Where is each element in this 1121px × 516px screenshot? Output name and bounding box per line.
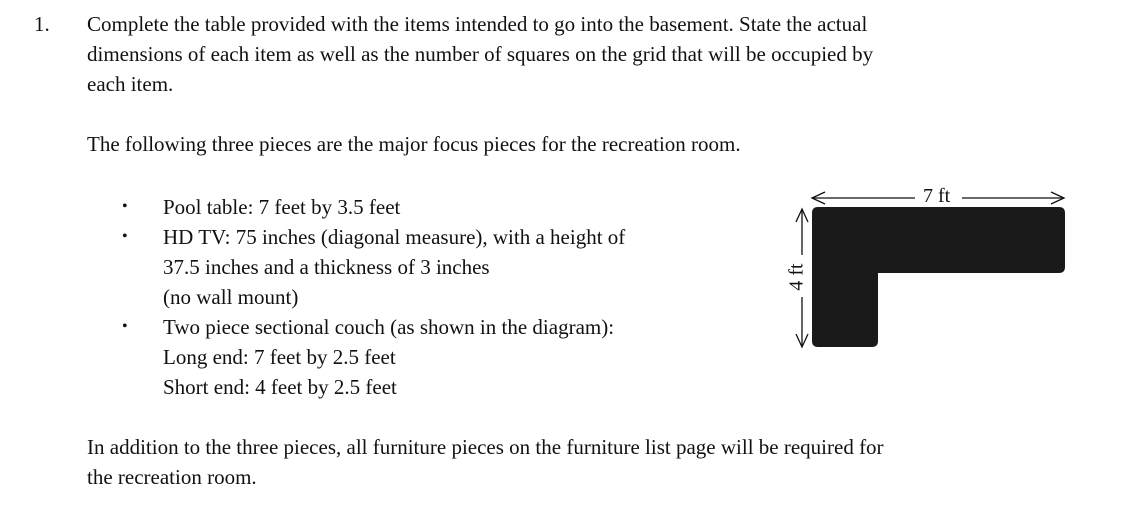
bullet-tv-line: 37.5 inches and a thickness of 3 inches bbox=[163, 255, 490, 279]
bullet-couch-line: Short end: 4 feet by 2.5 feet bbox=[163, 375, 397, 399]
bullet-icon: • bbox=[122, 228, 128, 245]
intro-text: The following three pieces are the major focus pieces for the recreation room. bbox=[87, 132, 741, 156]
question-line: each item. bbox=[87, 72, 174, 96]
bullet-tv-line: (no wall mount) bbox=[163, 285, 299, 309]
width-label: 7 ft bbox=[923, 185, 951, 207]
bullet-couch-line: Long end: 7 feet by 2.5 feet bbox=[163, 345, 396, 369]
question-line: dimensions of each item as well as the number of squares on the grid that will be occupied by bbox=[87, 42, 874, 66]
bullet-icon: • bbox=[122, 198, 128, 215]
closing-line: In addition to the three pieces, all furniture pieces on the furniture list page will be required for bbox=[87, 435, 884, 459]
question-number: 1. bbox=[34, 12, 50, 36]
question-line: Complete the table provided with the items intended to go into the basement. State the actual bbox=[87, 12, 868, 36]
bullet-couch-line: Two piece sectional couch (as shown in the diagram): bbox=[163, 315, 615, 339]
couch-shape bbox=[812, 207, 1065, 347]
bullet-pool-table: Pool table: 7 feet by 3.5 feet bbox=[163, 195, 401, 219]
bullet-icon: • bbox=[122, 318, 128, 335]
closing-line: the recreation room. bbox=[87, 465, 257, 489]
bullet-tv-line: HD TV: 75 inches (diagonal measure), with a height of bbox=[163, 225, 626, 249]
height-label: 4 ft bbox=[785, 263, 808, 291]
